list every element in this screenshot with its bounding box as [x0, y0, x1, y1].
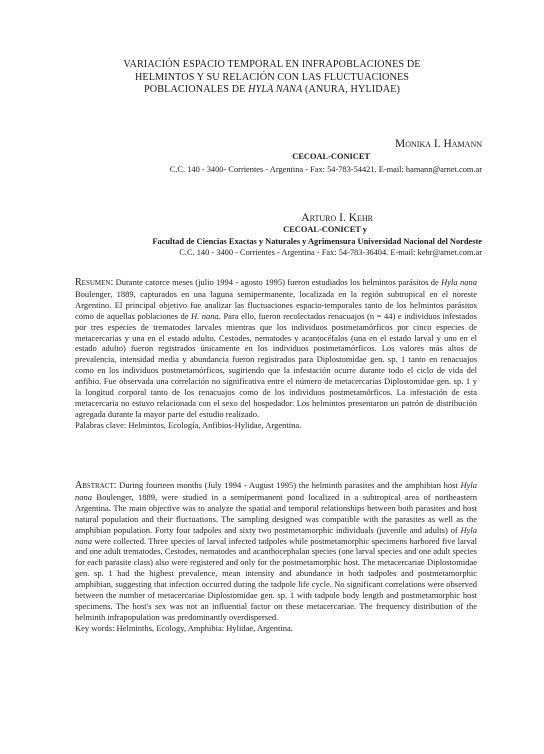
author-2-affiliation: CECOAL-CONICET y: [283, 225, 367, 234]
title-line-2: HELMINTOS Y SU RELACIÓN CON LAS FLUCTUACIONES: [134, 71, 410, 83]
title-line-3: POBLACIONALES DE HYLA NANA (ANURA, HYLIDAE): [144, 84, 400, 96]
resumen-label: Resumen:: [75, 277, 114, 288]
paper-title: [60, 59, 484, 97]
author-1-address: C.C. 140 - 3400- Corrientes - Argentina - Fax: 54-783-54421. E-mail: hamann@arnet.com.ar: [169, 165, 482, 174]
resumen-block: Resumen: Durante catorce meses (julio 1994 - agosto 1995) fueron estudiados los helmintos parásitos de Hyla nana Boulenger, 1889, capturados en una laguna semipermanente, localizada en la región subtropical en el noreste Argentino. El principal objetivo fue analizar las fluctuaciones espacio-temporales tanto de los helmintos parásitos como de aquellas poblaciones de H. nana. Para ello, fueron recolectados renacuajos (n = 44) e individuos infestados por tres especies de trematodes larvales mientras que los individuos postmetamórficos por cinco especies de metacercarias y una en el estado adulto. Cestodes, nematodes y acantocéfalos (una en el estado larval y uno en el estado adulto) fueron registrados únicamente en los individuos postmetamórficos. Los valores más altos de prevalencia, intensidad media y abundancia fueron registrados para Diplostomidae gen. sp. 1 tanto en renacuajos como en los individuos postmetamórficos, sugiriendo que la infestación ocurre durante todo el ciclo de vida del anfibio. Fue observada una correlación no significativa entre el número de metacercarias Diplostomidae gen. sp. 1 y la longitud corporal tanto de los renacuajos como de los individuos postmetamórficos. La infestación de esta metacercaria no estuvo relacionada con el sexo del hospedador. Los helmintos presentaron un patrón de distribución agregada durante la mayor parte del estudio realizado. Palabras clave: Helmintos, Ecología, Anfibios-Hylidae, Argentina.: [75, 277, 477, 430]
title-line-1: VARIACIÓN ESPACIO TEMPORAL EN INFRAPOBLACIONES DE: [123, 59, 421, 70]
abstract-label: Abstract:: [75, 480, 117, 491]
abstract-keywords: Key words: Helminths, Ecology, Amphibia: Hylidae, Argentina.: [75, 622, 293, 633]
species-name: HYLA NANA: [248, 84, 303, 96]
author-2-faculty: Facultad de Ciencias Exactas y Naturales y Agrimensura Universidad Nacional del Nordeste: [152, 237, 482, 246]
abstract-block: Abstract: During fourteen months (July 1994 - August 1995) the helminth parasites and the amphibian host Hyla nana Boulenger, 1889, were studied in a semipermanent pond localized in a subtropical area of northeastern Argentina. The main objective was to analyze the spatial and temporal relationships between both parasites and host natural population and their fluctuations. The sampling designed was compatible with the parasites as well as the amphibian population. Forty four tadpoles and sixty two postmetamorphic individuals (juvenile and adults) of Hyla nana were collected. Three species of larval infected tadpoles while postmetamorphic specimens harbored five larval and one adult trematodes. Cestodes, nematodes and acanthocephalan species (one larval species and one adult species for each parasite class) also were registered and only for the postmetamorphic host. The metacercariae Diplostomidae gen. sp. 1 had the highest prevalence, mean intensity and abundance in both tadpoles and postmetamorphic amphibian, suggesting that infection occurred during the tadpole life cycle. No significant correlations were observed between the number of metacercariae Diplostomidae gen. sp. 1 with tadpole body length and postmetamorphic host specimens. The host's sex was not an influential factor on these metacercariae. The frequency distribution of the helminth infrapopulation was predominantly overdispersed. Key words: Helminths, Ecology, Amphibia: Hylidae, Argentina.: [75, 480, 477, 633]
author-1-affiliation: CECOAL-CONICET: [292, 152, 370, 161]
author-1-name: Monika I. Hamann: [395, 138, 482, 150]
author-2-address: C.C. 140 - 3400 - Corrientes - Argentina - Fax: 54-783-36404. E-mail: kehr@arnet.com.ar: [179, 248, 482, 257]
resumen-keywords: Palabras clave: Helmintos, Ecología, Anfibios-Hylidae, Argentina.: [75, 419, 302, 430]
author-2-name: Arturo I. Kehr: [301, 212, 373, 224]
